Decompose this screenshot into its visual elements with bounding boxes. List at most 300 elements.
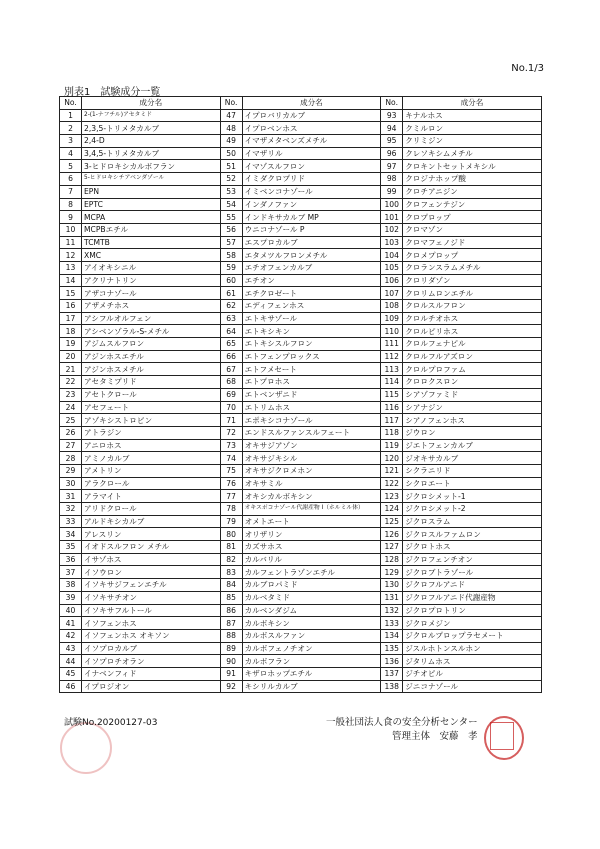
component-name: カズサホス [242, 541, 381, 554]
row-number: 120 [381, 452, 403, 465]
row-number: 7 [60, 185, 82, 198]
component-table [59, 96, 542, 693]
row-number: 131 [381, 591, 403, 604]
table-row [60, 579, 542, 592]
component-name: オメトエート [242, 515, 381, 528]
table-row [60, 249, 542, 262]
row-number: 63 [220, 312, 242, 325]
row-number: 111 [381, 338, 403, 351]
row-number: 106 [381, 274, 403, 287]
component-name: エトキサゾール [242, 312, 381, 325]
table-row [60, 528, 542, 541]
component-name: 2,4-D [82, 135, 221, 148]
row-number: 73 [220, 439, 242, 452]
component-name: エトリムホス [242, 401, 381, 414]
row-number: 69 [220, 388, 242, 401]
component-name: 3-ヒドロキシカルボフラン [82, 160, 221, 173]
row-number: 100 [381, 198, 403, 211]
table-row [60, 160, 542, 173]
header-no: No. [220, 97, 242, 110]
component-name: カルブロパミド [242, 579, 381, 592]
component-name: イソプロカルブ [82, 642, 221, 655]
row-number: 94 [381, 122, 403, 135]
row-number: 136 [381, 655, 403, 668]
component-name: クロプロップ [403, 211, 542, 224]
table-row [60, 503, 542, 516]
row-number: 42 [60, 629, 82, 642]
row-number: 83 [220, 566, 242, 579]
row-number: 88 [220, 629, 242, 642]
component-name: アレスリン [82, 528, 221, 541]
row-number: 22 [60, 376, 82, 389]
row-number: 8 [60, 198, 82, 211]
row-number: 64 [220, 325, 242, 338]
component-name: ジクロフェンチオン [403, 553, 542, 566]
component-name: ジタリムホス [403, 655, 542, 668]
table-row [60, 338, 542, 351]
table-row [60, 325, 542, 338]
row-number: 51 [220, 160, 242, 173]
component-name: インダノファン [242, 198, 381, 211]
component-name: ジクロトホス [403, 541, 542, 554]
row-number: 56 [220, 223, 242, 236]
component-name: イソキサチオン [82, 591, 221, 604]
component-name: エチオフェンカルブ [242, 261, 381, 274]
row-number: 116 [381, 401, 403, 414]
table-row [60, 642, 542, 655]
row-number: 6 [60, 173, 82, 186]
component-name: クロチアニジン [403, 185, 542, 198]
table-row [60, 401, 542, 414]
component-name: シアゾファミド [403, 388, 542, 401]
component-name: イサゾホス [82, 553, 221, 566]
row-number: 65 [220, 338, 242, 351]
row-number: 19 [60, 338, 82, 351]
row-number: 75 [220, 464, 242, 477]
component-name: アシフルオルフェン [82, 312, 221, 325]
row-number: 76 [220, 477, 242, 490]
component-name: EPN [82, 185, 221, 198]
row-number: 95 [381, 135, 403, 148]
component-name: 2,3,5-トリメタカルブ [82, 122, 221, 135]
table-row [60, 617, 542, 630]
table-row [60, 414, 542, 427]
row-number: 35 [60, 541, 82, 554]
row-number: 3 [60, 135, 82, 148]
row-number: 137 [381, 667, 403, 680]
component-name: カルボスルファン [242, 629, 381, 642]
table-row [60, 388, 542, 401]
component-name: イオドスルフロン メチル [82, 541, 221, 554]
component-name: オリザリン [242, 528, 381, 541]
component-name: アミノカルブ [82, 452, 221, 465]
row-number: 46 [60, 680, 82, 693]
row-number: 33 [60, 515, 82, 528]
row-number: 97 [381, 160, 403, 173]
component-name: ジクロシメット-2 [403, 503, 542, 516]
component-name: イソフェンホス [82, 617, 221, 630]
row-number: 45 [60, 667, 82, 680]
component-name: アメトリン [82, 464, 221, 477]
manager-name: 管理主体 安藤 孝 [392, 731, 478, 742]
row-number: 80 [220, 528, 242, 541]
component-name: アクリナトリン [82, 274, 221, 287]
component-name: アジンホスメチル [82, 363, 221, 376]
component-name: アゾキシストロビン [82, 414, 221, 427]
row-number: 24 [60, 401, 82, 414]
row-number: 28 [60, 452, 82, 465]
component-name: クロルプロファム [403, 363, 542, 376]
component-name: クロマゾン [403, 223, 542, 236]
component-name: アラマイト [82, 490, 221, 503]
row-number: 130 [381, 579, 403, 592]
row-number: 23 [60, 388, 82, 401]
row-number: 9 [60, 211, 82, 224]
table-row [60, 135, 542, 148]
header-no: No. [381, 97, 403, 110]
component-name: カルフェントラゾンエチル [242, 566, 381, 579]
row-number: 10 [60, 223, 82, 236]
component-name: MCPBエチル [82, 223, 221, 236]
row-number: 122 [381, 477, 403, 490]
row-number: 132 [381, 604, 403, 617]
row-number: 36 [60, 553, 82, 566]
row-number: 11 [60, 236, 82, 249]
row-number: 70 [220, 401, 242, 414]
component-name: エトフェンプロックス [242, 350, 381, 363]
component-name: エンドスルファンスルフェート [242, 426, 381, 439]
table-row [60, 261, 542, 274]
component-name: アニロホス [82, 439, 221, 452]
component-name: エスプロカルブ [242, 236, 381, 249]
row-number: 102 [381, 223, 403, 236]
component-name: エトフメセート [242, 363, 381, 376]
row-number: 85 [220, 591, 242, 604]
component-name: MCPA [82, 211, 221, 224]
row-number: 31 [60, 490, 82, 503]
row-number: 18 [60, 325, 82, 338]
component-name: エチクロゼート [242, 287, 381, 300]
row-number: 92 [220, 680, 242, 693]
component-name: クロリダゾン [403, 274, 542, 287]
row-number: 58 [220, 249, 242, 262]
row-number: 90 [220, 655, 242, 668]
component-name: ジニコナゾール [403, 680, 542, 693]
row-number: 1 [60, 109, 82, 122]
component-name: オキスポコナゾール代謝産物 I（ホルミル体） [242, 503, 381, 516]
row-number: 110 [381, 325, 403, 338]
row-number: 135 [381, 642, 403, 655]
table-row [60, 426, 542, 439]
component-name: オキサジキシル [242, 452, 381, 465]
row-number: 114 [381, 376, 403, 389]
header-name: 成分名 [403, 97, 542, 110]
row-number: 72 [220, 426, 242, 439]
row-number: 34 [60, 528, 82, 541]
row-number: 123 [381, 490, 403, 503]
row-number: 138 [381, 680, 403, 693]
component-name: イミベンコナゾール [242, 185, 381, 198]
row-number: 96 [381, 147, 403, 160]
table-row [60, 173, 542, 186]
row-number: 60 [220, 274, 242, 287]
row-number: 16 [60, 300, 82, 313]
table-row [60, 667, 542, 680]
row-number: 39 [60, 591, 82, 604]
component-name: インドキサカルブ MP [242, 211, 381, 224]
row-number: 128 [381, 553, 403, 566]
component-name: クロフェンテジン [403, 198, 542, 211]
row-number: 29 [60, 464, 82, 477]
component-name: クロルピリホス [403, 325, 542, 338]
table-row [60, 236, 542, 249]
row-number: 126 [381, 528, 403, 541]
component-name: XMC [82, 249, 221, 262]
row-number: 71 [220, 414, 242, 427]
row-number: 91 [220, 667, 242, 680]
component-name: ジクロブトラゾール [403, 566, 542, 579]
component-name: ジクロメジン [403, 617, 542, 630]
component-name: 5-ヒドロキシチアベンダゾール [82, 173, 221, 186]
row-number: 4 [60, 147, 82, 160]
component-name: アセトクロール [82, 388, 221, 401]
component-name: ジエトフェンカルブ [403, 439, 542, 452]
table-row [60, 452, 542, 465]
component-name: シクラニリド [403, 464, 542, 477]
row-number: 112 [381, 350, 403, 363]
component-name: クロルチオホス [403, 312, 542, 325]
component-name: イソウロン [82, 566, 221, 579]
row-number: 55 [220, 211, 242, 224]
row-number: 59 [220, 261, 242, 274]
table-row [60, 274, 542, 287]
row-number: 125 [381, 515, 403, 528]
table-row [60, 109, 542, 122]
row-number: 105 [381, 261, 403, 274]
component-name: エトキシスルフロン [242, 338, 381, 351]
component-name: イソキサジフェンエチル [82, 579, 221, 592]
component-name: TCMTB [82, 236, 221, 249]
row-number: 48 [220, 122, 242, 135]
component-name: イナベンフィド [82, 667, 221, 680]
component-name: カルボキシン [242, 617, 381, 630]
component-name: イマザメタベンズメチル [242, 135, 381, 148]
row-number: 38 [60, 579, 82, 592]
component-name: オキシカルボキシン [242, 490, 381, 503]
component-name: エディフェンホス [242, 300, 381, 313]
component-name: ジチオピル [403, 667, 542, 680]
table-row [60, 223, 542, 236]
row-number: 118 [381, 426, 403, 439]
component-name: イソプロチオラン [82, 655, 221, 668]
component-name: クロリムロンエチル [403, 287, 542, 300]
component-name: クロロクスロン [403, 376, 542, 389]
table-row [60, 464, 542, 477]
component-name: イソキサフルトール [82, 604, 221, 617]
table-row [60, 198, 542, 211]
component-name: カルベタミド [242, 591, 381, 604]
component-name: ジクロスラム [403, 515, 542, 528]
component-name: 3,4,5-トリメタカルブ [82, 147, 221, 160]
row-number: 115 [381, 388, 403, 401]
row-number: 77 [220, 490, 242, 503]
component-name: エチオン [242, 274, 381, 287]
row-number: 30 [60, 477, 82, 490]
table-row [60, 629, 542, 642]
table-row [60, 604, 542, 617]
row-number: 81 [220, 541, 242, 554]
component-name: アルドキシカルブ [82, 515, 221, 528]
component-name: ジクロフルアニド代謝産物 [403, 591, 542, 604]
component-name: カルボフェノチオン [242, 642, 381, 655]
component-name: エタメツルフロンメチル [242, 249, 381, 262]
row-number: 2 [60, 122, 82, 135]
row-number: 49 [220, 135, 242, 148]
row-number: 40 [60, 604, 82, 617]
component-name: クロランスラムメチル [403, 261, 542, 274]
component-name: エトプロホス [242, 376, 381, 389]
row-number: 67 [220, 363, 242, 376]
component-name: アセタミプリド [82, 376, 221, 389]
row-number: 53 [220, 185, 242, 198]
row-number: 117 [381, 414, 403, 427]
header-name: 成分名 [82, 97, 221, 110]
row-number: 5 [60, 160, 82, 173]
row-number: 127 [381, 541, 403, 554]
row-number: 124 [381, 503, 403, 516]
component-name: イソフェンホス オキソン [82, 629, 221, 642]
component-name: イマザリル [242, 147, 381, 160]
component-name: キザロホップエチル [242, 667, 381, 680]
component-name: イミダクロプリド [242, 173, 381, 186]
table-row [60, 680, 542, 693]
table-row [60, 211, 542, 224]
row-number: 84 [220, 579, 242, 592]
row-number: 14 [60, 274, 82, 287]
component-name: EPTC [82, 198, 221, 211]
component-name: ウニコナゾール P [242, 223, 381, 236]
personal-seal [490, 722, 514, 750]
component-name: ジクロシメット-1 [403, 490, 542, 503]
component-name: アラクロール [82, 477, 221, 490]
table-row [60, 477, 542, 490]
component-name: アザコナゾール [82, 287, 221, 300]
row-number: 26 [60, 426, 82, 439]
row-number: 12 [60, 249, 82, 262]
row-number: 129 [381, 566, 403, 579]
component-name: エトベンザニド [242, 388, 381, 401]
table-row [60, 591, 542, 604]
component-name: ジクロプロトリン [403, 604, 542, 617]
row-number: 74 [220, 452, 242, 465]
row-number: 61 [220, 287, 242, 300]
component-name: エトキシキン [242, 325, 381, 338]
row-number: 37 [60, 566, 82, 579]
component-name: アイオキシニル [82, 261, 221, 274]
row-number: 20 [60, 350, 82, 363]
table-row [60, 350, 542, 363]
row-number: 66 [220, 350, 242, 363]
row-number: 62 [220, 300, 242, 313]
component-name: アシベンゾラル-S-メチル [82, 325, 221, 338]
component-name: ジクロフルアニド [403, 579, 542, 592]
component-name: シアノフェンホス [403, 414, 542, 427]
row-number: 119 [381, 439, 403, 452]
row-number: 109 [381, 312, 403, 325]
component-name: オキサジクロメホン [242, 464, 381, 477]
component-name: アトラジン [82, 426, 221, 439]
row-number: 68 [220, 376, 242, 389]
component-name: エポキシコナゾール [242, 414, 381, 427]
row-number: 89 [220, 642, 242, 655]
component-name: ジスルホトンスルホン [403, 642, 542, 655]
component-name: シクロエート [403, 477, 542, 490]
table-row [60, 655, 542, 668]
table-row [60, 312, 542, 325]
component-name: クロルスルフロン [403, 300, 542, 313]
row-number: 54 [220, 198, 242, 211]
component-name: クロメプロップ [403, 249, 542, 262]
table-row [60, 515, 542, 528]
component-name: 2-(1-ナフチル)アセタミド [82, 109, 221, 122]
row-number: 107 [381, 287, 403, 300]
row-number: 44 [60, 655, 82, 668]
page-number: No.1/3 [511, 63, 544, 74]
test-number: 試験No.20200127-03 [64, 718, 158, 728]
row-number: 41 [60, 617, 82, 630]
row-number: 86 [220, 604, 242, 617]
row-number: 93 [381, 109, 403, 122]
row-number: 21 [60, 363, 82, 376]
table-row [60, 300, 542, 313]
row-number: 98 [381, 173, 403, 186]
table-row [60, 541, 542, 554]
row-number: 27 [60, 439, 82, 452]
component-name: イプロベンホス [242, 122, 381, 135]
row-number: 99 [381, 185, 403, 198]
component-name: カルバリル [242, 553, 381, 566]
row-number: 78 [220, 503, 242, 516]
component-name: アジンホスエチル [82, 350, 221, 363]
table-row [60, 147, 542, 160]
row-number: 43 [60, 642, 82, 655]
row-number: 121 [381, 464, 403, 477]
row-number: 133 [381, 617, 403, 630]
table-row [60, 185, 542, 198]
component-name: ジクロスルファムロン [403, 528, 542, 541]
table-header-row [60, 97, 542, 110]
row-number: 104 [381, 249, 403, 262]
component-name: ジオキサカルブ [403, 452, 542, 465]
component-name: アセフェート [82, 401, 221, 414]
row-number: 13 [60, 261, 82, 274]
table-row [60, 490, 542, 503]
table-row [60, 122, 542, 135]
component-name: シアナジン [403, 401, 542, 414]
component-name: アザメチホス [82, 300, 221, 313]
table-row [60, 553, 542, 566]
component-name: クリミジン [403, 135, 542, 148]
component-name: イマゾスルフロン [242, 160, 381, 173]
table-row [60, 566, 542, 579]
component-name: ジウロン [403, 426, 542, 439]
component-name: オキサジアゾン [242, 439, 381, 452]
table-row [60, 439, 542, 452]
component-name: イプロジオン [82, 680, 221, 693]
faded-seal [60, 722, 112, 774]
row-number: 17 [60, 312, 82, 325]
row-number: 113 [381, 363, 403, 376]
